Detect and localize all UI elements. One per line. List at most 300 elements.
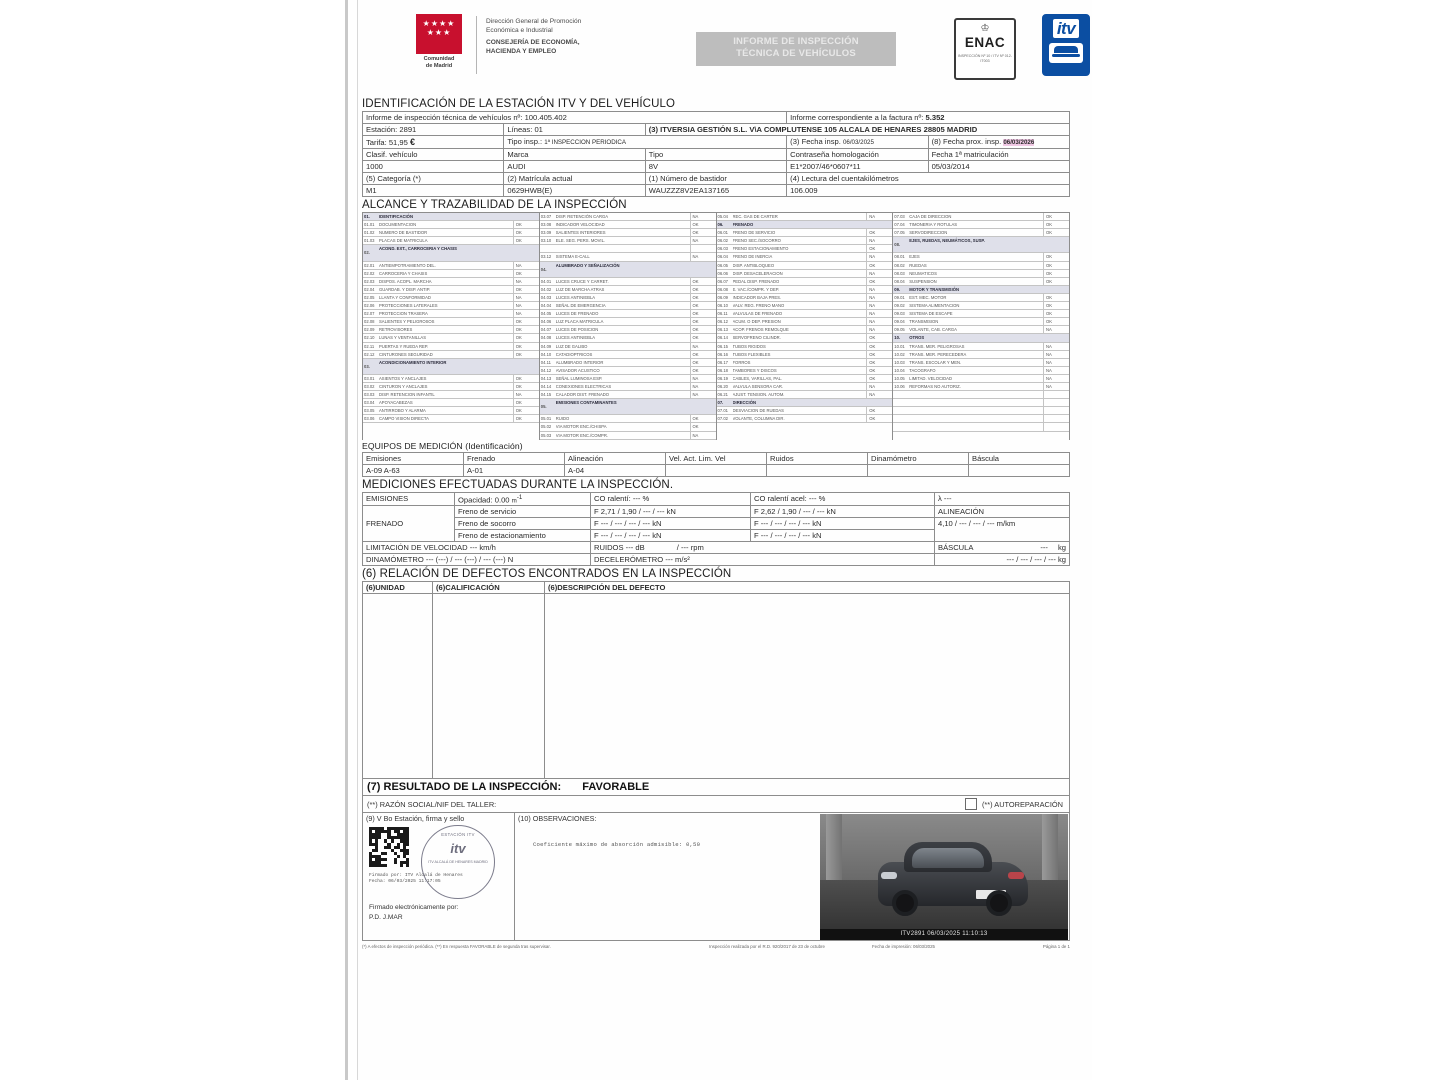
scope-item-label: PROTECCION TRASERA	[379, 311, 428, 317]
scope-item-label: SALIENTES Y PELIGROSOS	[379, 319, 435, 325]
scope-item-label: SISTEMA ALIMENTACION	[909, 303, 960, 309]
inspection-date-cell	[787, 136, 928, 149]
scope-item-result: NA	[866, 294, 892, 301]
scope-item-label: CINTURON Y ANCLAJES	[379, 383, 428, 389]
scope-item-label: SUSPENSION	[909, 278, 937, 284]
photo-car	[878, 840, 1028, 918]
scope-item-row	[893, 318, 1069, 326]
scope-item-label: VALV. REG. FRENO MANO	[732, 303, 785, 309]
scope-item-row	[717, 245, 893, 253]
scope-item-code: 02.01	[364, 262, 375, 268]
scope-item-label: ELE. SEG. PERS. MOVIL.	[555, 238, 606, 244]
shield-stars-row1: ★★★★	[422, 19, 456, 28]
scope-item-code: 10.02	[894, 351, 905, 357]
scope-item-result	[690, 245, 716, 252]
scope-item-label: SISTEMA E-CALL	[555, 254, 590, 260]
opacity-unit: m	[511, 497, 517, 505]
parking-brake-label: Freno de estacionamiento	[455, 530, 591, 542]
scope-item-result: NA	[690, 391, 716, 398]
scope-item-code: 02.06	[364, 303, 375, 309]
autorepair-checkbox[interactable]	[965, 798, 977, 810]
itv-wordmark: itv	[1053, 19, 1079, 38]
scope-item-result: OK	[690, 351, 716, 358]
co-idle-value: --- %	[632, 493, 650, 503]
scan-left-margin	[0, 0, 345, 1080]
scope-item-code: 01.	[364, 214, 370, 219]
service-brake-label: Freno de servicio	[455, 506, 591, 518]
scope-item-row	[540, 326, 716, 334]
scope-section-header	[717, 399, 893, 407]
defects-qualification-column	[433, 594, 545, 778]
scope-item-result: OK	[1043, 221, 1069, 228]
scope-item-code: 05.	[540, 404, 547, 410]
scope-item-row	[717, 343, 893, 351]
scope-item-result: OK	[513, 351, 539, 358]
scope-item-result: OK	[513, 383, 539, 390]
scope-item-code: 06.11	[717, 311, 728, 317]
scope-item-result: NA	[513, 310, 539, 317]
scope-item-label: ACOND. EXT., CARROCERIA Y CHASIS	[379, 246, 457, 252]
scope-item-row	[893, 262, 1069, 270]
scope-item-row	[540, 391, 716, 399]
scope-item-code: 07.01	[717, 408, 728, 414]
inspection-scope-grid	[362, 212, 1070, 440]
car-windows	[912, 848, 984, 868]
scope-item-label	[909, 391, 1043, 398]
scope-item-row	[893, 423, 1069, 431]
scope-item-code: 01.03	[364, 238, 375, 244]
scope-item-label: FRENO DE SERVICIO	[732, 230, 776, 236]
scope-item-code	[893, 415, 909, 422]
emergency-brake-right-value: F --- / --- / --- / --- kN	[751, 518, 935, 530]
scope-item-label: CARROCERIA Y CHASIS	[379, 270, 428, 276]
footer-print-date	[872, 944, 982, 950]
scope-item-label: AJUST. TENSION. AUTOM.	[732, 392, 785, 398]
signed-by-line: Firmado por: ITV Alcalá de Henares	[369, 873, 463, 879]
table-row	[363, 173, 1070, 185]
opacity-value: 0.00	[494, 495, 510, 505]
equipment-section-title: EQUIPOS DE MEDICIÓN (Identificación)	[362, 440, 523, 451]
scope-item-label: ANTIRROBO Y ALARMA	[379, 408, 426, 414]
scope-item-result: OK	[690, 423, 716, 430]
scope-item-label: SERVOFRENO CILINDR.	[732, 335, 781, 341]
scope-item-label: E. VAC./COMPR. Y DEP.	[732, 286, 780, 292]
report-number-label: Informe de inspección técnica de vehículos nº:	[366, 113, 523, 122]
scope-item-row	[717, 278, 893, 286]
equipment-label: Báscula	[969, 452, 1070, 464]
itv-badge-logo	[1042, 14, 1090, 76]
table-row	[363, 185, 1070, 197]
scope-item-code: 09.02	[894, 303, 905, 309]
scope-column	[717, 213, 894, 440]
scope-item-row	[717, 415, 893, 423]
scope-item-result: OK	[513, 326, 539, 333]
scope-item-result: OK	[866, 415, 892, 422]
org-caption	[410, 56, 468, 69]
scope-item-result: NA	[866, 286, 892, 293]
type-label: Tipo	[645, 149, 786, 161]
scope-item-result	[1043, 407, 1069, 414]
scope-item-result: OK	[513, 334, 539, 341]
scope-item-row	[363, 318, 539, 326]
scope-item-result: OK	[866, 359, 892, 366]
car-icon	[1049, 43, 1083, 63]
scope-item-code: 06.03	[717, 246, 728, 252]
scope-item-result: OK	[690, 229, 716, 236]
scope-item-label: PROTECCIONES LATERALES	[379, 303, 438, 309]
next-inspection-date-cell	[928, 136, 1069, 149]
scope-item-result	[1043, 391, 1069, 398]
scope-item-result: OK	[1043, 270, 1069, 277]
scope-item-label: MOTOR Y TRANSMISIÓN	[909, 286, 960, 292]
scope-item-result: NA	[866, 253, 892, 260]
scope-item-result: NA	[866, 270, 892, 277]
defects-unit-column	[363, 594, 433, 778]
table-row	[363, 124, 1070, 136]
scope-item-row	[363, 221, 539, 229]
scope-item-result: NA	[866, 213, 892, 220]
co-accel-cell	[751, 492, 935, 506]
defects-description-column	[545, 594, 1069, 778]
department-text	[486, 18, 686, 56]
scope-item-result: OK	[866, 262, 892, 269]
scope-item-code: 03.02	[364, 383, 375, 389]
scope-item-code: 02.12	[364, 351, 375, 357]
scope-item-result: OK	[1043, 262, 1069, 269]
scope-item-label: DISP. RETENCION INFANTIL	[379, 392, 435, 398]
scope-item-code: 06.17	[717, 359, 728, 365]
next-date-value: 06/03/2026	[1003, 139, 1035, 146]
scope-item-code: 10.06	[894, 383, 905, 389]
scope-item-code: 03.05	[364, 408, 375, 414]
enac-crown-icon: ♔	[980, 23, 990, 34]
defect-unit-header: (6)UNIDAD	[363, 582, 433, 594]
scope-item-code: 09.05	[894, 327, 905, 333]
station-value: 2891	[399, 125, 417, 134]
scope-item-code: 03.09	[540, 230, 552, 236]
scope-item-code: 06.19	[717, 375, 728, 381]
scope-item-label: EMISIONES CONTAMINANTES	[555, 400, 617, 406]
header-divider	[476, 16, 477, 74]
stamp-itv-wordmark: itv	[450, 841, 466, 857]
scope-item-code: 06.10	[717, 303, 728, 309]
speed-limit-value: --- km/h	[469, 543, 496, 553]
scope-item-label: LUZ DE MARCHA ATRAS	[555, 286, 605, 292]
scope-item-result: OK	[690, 318, 716, 325]
scope-item-row	[363, 278, 539, 286]
scope-item-code: 04.04	[540, 303, 552, 309]
scope-item-label	[909, 415, 1043, 422]
scope-item-result: OK	[1043, 229, 1069, 236]
scope-item-label: DISP. DESACELERACION	[732, 270, 783, 276]
vbo-label: (9) V Bo Estación, firma y sello	[366, 814, 465, 824]
scope-item-label: FRENO ESTACIONAMIENTO	[732, 246, 789, 252]
scope-item-row	[893, 302, 1069, 310]
table-row	[363, 542, 1070, 554]
scope-item-label: GUARDAB. Y DISP. ANTIP.	[379, 286, 431, 292]
banner-line2: TÉCNICA DE VEHÍCULOS	[736, 48, 856, 59]
signed-date-line: Fecha: 06/03/2025 11:17:05	[369, 879, 441, 885]
scope-item-row	[893, 229, 1069, 237]
org-caption-line1: Comunidad	[423, 56, 455, 62]
scope-item-result: OK	[690, 415, 716, 422]
scan-left-edge	[345, 0, 348, 1080]
scope-item-row	[893, 326, 1069, 334]
scope-item-result: NA	[1043, 383, 1069, 390]
scope-item-result: OK	[866, 343, 892, 350]
scope-item-result: NA	[1043, 375, 1069, 382]
scope-item-row	[363, 415, 539, 423]
lines-value: 01	[534, 125, 543, 134]
scope-item-label: ACUM. O DEP. PRESION	[732, 319, 781, 325]
scope-item-code: 02.09	[364, 327, 375, 333]
equipment-value: A-01	[464, 464, 565, 476]
scope-item-result: OK	[866, 229, 892, 236]
equipment-label: Alineación	[565, 452, 666, 464]
qr-code[interactable]	[369, 827, 409, 867]
scope-item-label: FRENADO	[732, 222, 754, 228]
vehicle-class-label: Clasif. vehículo	[363, 149, 504, 161]
dynamometer-cell	[363, 554, 591, 566]
scope-item-result: OK	[513, 221, 539, 228]
report-number-cell	[363, 112, 787, 124]
scope-item-code: 02.11	[364, 343, 375, 349]
scope-item-row	[540, 359, 716, 367]
scope-item-label: ALUMBRADO Y SEÑALIZACIÓN	[555, 262, 620, 268]
scope-item-code: 04.12	[540, 367, 552, 373]
scope-section-header	[893, 334, 1069, 342]
scope-item-result: OK	[690, 302, 716, 309]
dept-line4: HACIENDA Y EMPLEO	[486, 47, 557, 55]
scope-item-code: 06.13	[717, 327, 728, 333]
scope-item-code: 04.11	[540, 359, 551, 365]
scope-item-result: NA	[866, 237, 892, 244]
scope-item-label	[909, 407, 1043, 414]
parking-brake-left-value: F --- / --- / --- / --- kN	[591, 530, 751, 542]
scope-item-label: SERVODIRECCION	[909, 230, 948, 236]
scope-item-row	[363, 334, 539, 342]
scope-item-row	[540, 423, 716, 431]
category-value: M1	[363, 185, 504, 197]
scope-item-result: OK	[1043, 213, 1069, 220]
scope-item-result	[1043, 415, 1069, 422]
scope-item-code: 03.03	[364, 392, 375, 398]
scope-item-result: OK	[513, 270, 539, 277]
invoice-label: Informe correspondiente a la factura nº:	[790, 113, 924, 122]
plate-label: (2) Matrícula actual	[504, 173, 645, 185]
noise-rpm-value: / --- rpm	[676, 543, 704, 553]
scope-item-code: 04.08	[540, 335, 552, 341]
scope-item-result: OK	[690, 294, 716, 301]
table-row	[363, 492, 1070, 506]
inspection-type-value: 1ª INSPECCION PERIODICA	[544, 139, 626, 146]
homologation-value: E1*2007/46*0607*11	[787, 161, 928, 173]
scope-item-label: TACOGRAFO	[909, 367, 936, 373]
scope-item-code: 03.07	[540, 214, 552, 219]
scope-item-row	[893, 294, 1069, 302]
print-date-label: Fecha de impresión:	[872, 944, 912, 950]
scope-item-code	[893, 399, 909, 406]
scope-item-row	[540, 237, 716, 245]
scope-item-row	[540, 318, 716, 326]
scope-item-code: 05.02	[540, 424, 552, 430]
vehicle-class-value: 1000	[363, 161, 504, 173]
scope-item-result: NA	[1043, 343, 1069, 350]
parking-brake-right-value: F --- / --- / --- / --- kN	[751, 530, 935, 542]
photo-column-left	[826, 814, 842, 880]
result-value: FAVORABLE	[582, 781, 650, 794]
scope-item-label: DISPOS. ACOPL. MARCHA	[379, 278, 432, 284]
scope-item-label: ASIENTOS Y ANCLAJES	[379, 375, 427, 381]
scope-item-label: APOYACABEZAS	[379, 400, 413, 406]
scale-label: BÁSCULA	[938, 543, 974, 553]
scope-item-label: CALADOR DIST. FRENADO	[555, 392, 610, 398]
scope-item-code	[893, 407, 909, 414]
scope-item-row	[540, 367, 716, 375]
scope-item-label: PLACAS DE MATRICULA	[379, 238, 428, 244]
scope-item-code: 04.05	[540, 311, 552, 317]
scope-item-code: 02.08	[364, 319, 375, 325]
scope-item-result: NA	[513, 391, 539, 398]
scope-item-row	[540, 375, 716, 383]
scope-item-label: CATADIOPTRICOS	[555, 351, 593, 357]
scope-item-code: 08.01	[894, 254, 905, 260]
scope-item-result: NA	[690, 383, 716, 390]
scope-item-row	[717, 310, 893, 318]
scope-item-row	[893, 270, 1069, 278]
scope-item-code: 04.03	[540, 294, 552, 300]
scope-item-label: CAMPO VISION DIRECTA	[379, 416, 429, 422]
odometer-label: (4) Lectura del cuentakilómetros	[787, 173, 1070, 185]
scope-item-code: 05.01	[540, 416, 552, 422]
scope-item-row	[717, 213, 893, 221]
decelerometer-value: --- m/s²	[665, 555, 690, 565]
table-row	[363, 112, 1070, 124]
scope-item-result: OK	[1043, 302, 1069, 309]
lines-cell	[504, 124, 645, 136]
first-registration-value: 05/03/2014	[928, 161, 1069, 173]
scope-item-label: OTROS	[909, 335, 925, 341]
measurements-table	[362, 492, 1070, 567]
scope-item-result: NA	[866, 326, 892, 333]
electronic-signature-value: P.D. J.MAR	[369, 914, 403, 922]
scope-item-label: DOCUMENTACION	[379, 222, 417, 228]
scope-item-label: DESVIACION DE RUEDAS	[732, 408, 784, 414]
scope-item-row	[717, 253, 893, 261]
equipment-label: Emisiones	[363, 452, 464, 464]
scope-item-label: CINTURONES SEGURIDAD	[379, 351, 433, 357]
scope-item-code: 05.03	[540, 432, 552, 438]
scope-item-code: 04.02	[540, 286, 552, 292]
scope-item-code: 10.01	[894, 343, 905, 349]
scope-item-label: IDENTIFICACIÓN	[379, 214, 413, 219]
scope-section-header	[363, 359, 539, 375]
scope-section-header	[363, 245, 539, 261]
scope-item-label: NUMERO DE BASTIDOR	[379, 230, 428, 236]
scope-item-result: NA	[1043, 359, 1069, 366]
station-cell	[363, 124, 504, 136]
scope-item-row	[893, 375, 1069, 383]
car-headlight	[881, 872, 897, 879]
scope-item-code: 03.06	[364, 416, 375, 422]
workshop-row	[362, 796, 1070, 813]
defects-empty-body	[362, 594, 1070, 779]
scope-item-label: RETROVISORES	[379, 327, 413, 333]
scope-item-code: 02.07	[364, 311, 375, 317]
scope-item-code: 07.03	[894, 214, 905, 219]
scope-item-code: 04.10	[540, 351, 552, 357]
scope-item-code: 03.12	[540, 254, 552, 260]
scope-item-row	[717, 367, 893, 375]
scope-item-code: 06.21	[717, 392, 728, 398]
scope-item-result: OK	[690, 326, 716, 333]
co-idle-cell	[591, 492, 751, 506]
scope-item-label: DISP. RETENCIÓN CARGA	[555, 214, 609, 219]
identification-section-title: IDENTIFICACIÓN DE LA ESTACIÓN ITV Y DEL VEHÍCULO	[362, 98, 676, 110]
scope-item-result: OK	[866, 334, 892, 341]
scope-item-code: 07.02	[717, 416, 728, 422]
scope-section-header	[540, 399, 716, 415]
scope-item-result: OK	[513, 237, 539, 244]
scale-value: ---	[1040, 543, 1048, 553]
scope-item-label: PEDAL DISP. FRENADO	[732, 278, 780, 284]
scope-item-label: DISP. ANTIBLOQUEO	[732, 262, 775, 268]
report-number-value: 100.405.402	[524, 113, 567, 122]
page-number: Página 1 de 1	[1042, 944, 1070, 950]
scope-item-code: 10.04	[894, 367, 905, 373]
scope-item-label: EST. MEC. MOTOR	[909, 294, 947, 300]
scope-item-row	[363, 407, 539, 415]
lambda-cell	[935, 492, 1070, 506]
scope-item-code: 03.01	[364, 375, 375, 381]
scope-item-result: NA	[1043, 351, 1069, 358]
scope-item-row	[363, 326, 539, 334]
dept-line1: Dirección General de Promoción	[486, 18, 582, 25]
scope-item-result: NA	[513, 294, 539, 301]
scope-item-row	[363, 302, 539, 310]
scope-item-result: NA	[690, 213, 716, 220]
scope-item-row	[363, 270, 539, 278]
scope-item-row	[540, 351, 716, 359]
dept-line2: Económica e Industrial	[486, 26, 553, 34]
inspection-type-label: Tipo insp.:	[507, 137, 543, 146]
itv-station-stamp	[421, 825, 495, 899]
equipment-value: A-04	[565, 464, 666, 476]
scope-item-code: 06.20	[717, 383, 728, 389]
scope-item-label: LUCES DE FRENADO	[555, 311, 599, 317]
scope-item-row	[363, 286, 539, 294]
scope-item-label: VIA MOTOR ENC./COMPR.	[555, 432, 609, 438]
equipment-label: Dinamómetro	[868, 452, 969, 464]
measurements-section-title: MEDICIONES EFECTUADAS DURANTE LA INSPECCIÓN.	[362, 478, 674, 491]
car-wheel-front	[892, 890, 918, 916]
scope-item-result: OK	[1043, 253, 1069, 260]
scope-item-row	[363, 383, 539, 391]
scope-item-result: OK	[866, 278, 892, 285]
scope-item-code: 06.	[717, 222, 724, 228]
scope-item-code: 04.07	[540, 327, 552, 333]
car-wheel-rear	[986, 890, 1012, 916]
scope-item-result: NA	[690, 432, 716, 439]
scope-item-label: LUZ DE GALIBO	[555, 343, 588, 349]
scope-item-result: NA	[866, 302, 892, 309]
scope-item-row	[717, 318, 893, 326]
scope-item-result: OK	[690, 286, 716, 293]
scope-item-row	[363, 310, 539, 318]
scope-item-code: 04.14	[540, 383, 552, 389]
scope-item-result: NA	[866, 383, 892, 390]
scope-item-result: OK	[1043, 294, 1069, 301]
